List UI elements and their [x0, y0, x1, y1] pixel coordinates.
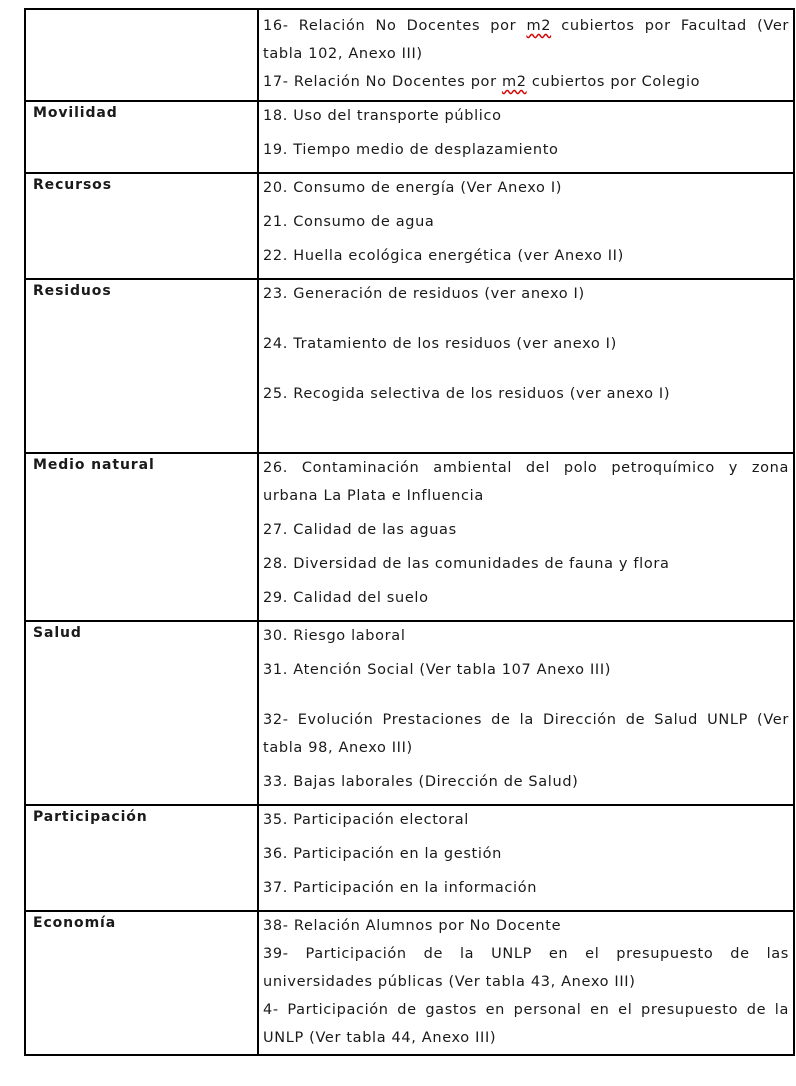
items-cell: [258, 911, 794, 1055]
spellcheck-flag: m2: [501, 74, 527, 90]
indicator-item: 28. Diversidad de las comunidades de fauna y flora: [263, 556, 670, 572]
table-row: [25, 279, 794, 453]
indicator-item: 32- Evolución Prestaciones de la Dirección de Salud UNLP (Ver tabla 98, Anexo III): [263, 712, 789, 756]
indicator-item: 24. Tratamiento de los residuos (ver anexo I): [263, 336, 617, 352]
indicator-item: 37. Participación en la información: [263, 880, 538, 896]
table-row: [25, 101, 794, 173]
table-row: [25, 911, 794, 1055]
indicator-item: 29. Calidad del suelo: [263, 590, 429, 606]
indicator-item: 31. Atención Social (Ver tabla 107 Anexo III): [263, 662, 612, 678]
indicator-item: 23. Generación de residuos (ver anexo I): [263, 286, 585, 302]
indicator-item: 25. Recogida selectiva de los residuos (ver anexo I): [263, 386, 671, 402]
category-cell: [25, 9, 258, 101]
indicator-item: 38- Relación Alumnos por No Docente: [263, 918, 562, 934]
indicator-item: 19. Tiempo medio de desplazamiento: [263, 142, 559, 158]
indicator-item: 18. Uso del transporte público: [263, 108, 502, 124]
items-cell: [258, 453, 794, 621]
items-cell: [258, 173, 794, 279]
items-cell: [258, 9, 794, 101]
table-row: [25, 621, 794, 805]
category-cell: Participación: [25, 805, 258, 911]
items-cell: [258, 805, 794, 911]
category-cell: Residuos: [25, 279, 258, 453]
spellcheck-flag: m2: [526, 18, 552, 34]
indicator-item: 30. Riesgo laboral: [263, 628, 406, 644]
items-cell: [258, 279, 794, 453]
indicator-item: 35. Participación electoral: [263, 812, 469, 828]
indicator-table: [24, 8, 795, 1056]
indicator-item: 39- Participación de la UNLP en el presupuesto de las universidades públicas (Ver tabla 43, Anexo III): [263, 946, 789, 990]
indicator-item: 26. Contaminación ambiental del polo petroquímico y zona urbana La Plata e Influencia: [263, 460, 789, 504]
indicator-item: 20. Consumo de energía (Ver Anexo I): [263, 180, 563, 196]
indicator-item: 16- Relación No Docentes por m2 cubiertos por Facultad (Ver tabla 102, Anexo III): [263, 18, 789, 62]
items-cell: [258, 621, 794, 805]
category-cell: Salud: [25, 621, 258, 805]
indicator-item: 17- Relación No Docentes por m2 cubiertos por Colegio: [263, 74, 701, 90]
indicator-item: 22. Huella ecológica energética (ver Anexo II): [263, 248, 624, 264]
indicator-item: 4- Participación de gastos en personal en el presupuesto de la UNLP (Ver tabla 44, Anexo III): [263, 1002, 789, 1046]
category-cell: Economía: [25, 911, 258, 1055]
items-cell: [258, 101, 794, 173]
indicator-item: 21. Consumo de agua: [263, 214, 435, 230]
table-row: [25, 805, 794, 911]
table-row: [25, 173, 794, 279]
indicator-document: [24, 8, 789, 1056]
indicator-item: 33. Bajas laborales (Dirección de Salud): [263, 774, 579, 790]
indicator-item: 36. Participación en la gestión: [263, 846, 502, 862]
category-cell: Medio natural: [25, 453, 258, 621]
table-row: [25, 453, 794, 621]
indicator-item: 27. Calidad de las aguas: [263, 522, 457, 538]
category-cell: Recursos: [25, 173, 258, 279]
category-cell: Movilidad: [25, 101, 258, 173]
table-row: [25, 9, 794, 101]
